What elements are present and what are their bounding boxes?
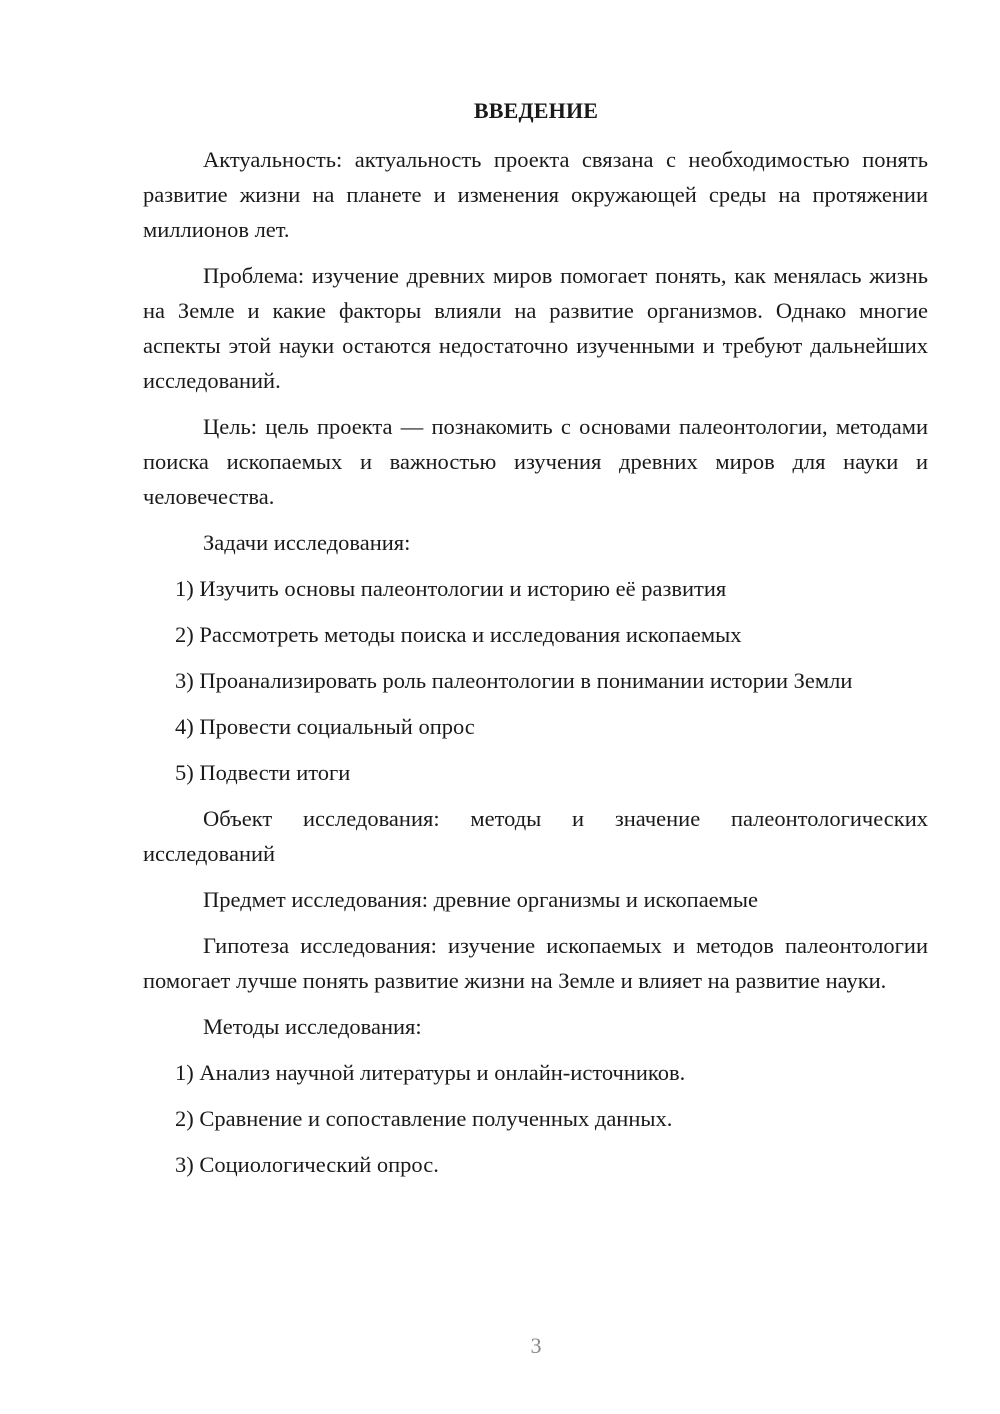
subject-paragraph: Предмет исследования: древние организмы и ископаемые (203, 887, 759, 912)
page-title: ВВЕДЕНИЕ (473, 98, 599, 123)
page-number: 3 (530, 1333, 542, 1358)
goal-paragraph: Цель: цель проекта — познакомить с основами палеонтологии, методами поиска ископаемых и важностью изучения древних миров для науки и человечества. (143, 414, 928, 509)
task-item-1: 1) Изучить основы палеонтологии и историю её развития (175, 576, 727, 601)
methods-heading: Методы исследования: (203, 1014, 422, 1039)
task-item-5: 5) Подвести итоги (175, 760, 351, 785)
document-body (143, 142, 928, 1193)
method-item-3: 3) Социологический опрос. (175, 1152, 439, 1177)
task-item-3: 3) Проанализировать роль палеонтологии в понимании истории Земли (175, 668, 853, 693)
tasks-heading: Задачи исследования: (203, 530, 411, 555)
problem-paragraph: Проблема: изучение древних миров помогает понять, как менялась жизнь на Земле и какие факторы влияли на развитие организмов. Однако многие аспекты этой науки остаются недостаточно изученными и требуют дальнейших исследований. (143, 263, 928, 393)
method-item-1: 1) Анализ научной литературы и онлайн-источников. (175, 1060, 686, 1085)
object-paragraph: Объект исследования: методы и значение палеонтологических исследований (143, 806, 928, 866)
method-item-2: 2) Сравнение и сопоставление полученных данных. (175, 1106, 673, 1131)
hypothesis-paragraph: Гипотеза исследования: изучение ископаемых и методов палеонтологии помогает лучше понять развитие жизни на Земле и влияет на развитие науки. (143, 933, 928, 993)
relevance-paragraph: Актуальность: актуальность проекта связана с необходимостью понять развитие жизни на планете и изменения окружающей среды на протяжении миллионов лет. (143, 147, 928, 242)
task-item-4: 4) Провести социальный опрос (175, 714, 475, 739)
task-item-2: 2) Рассмотреть методы поиска и исследования ископаемых (175, 622, 742, 647)
